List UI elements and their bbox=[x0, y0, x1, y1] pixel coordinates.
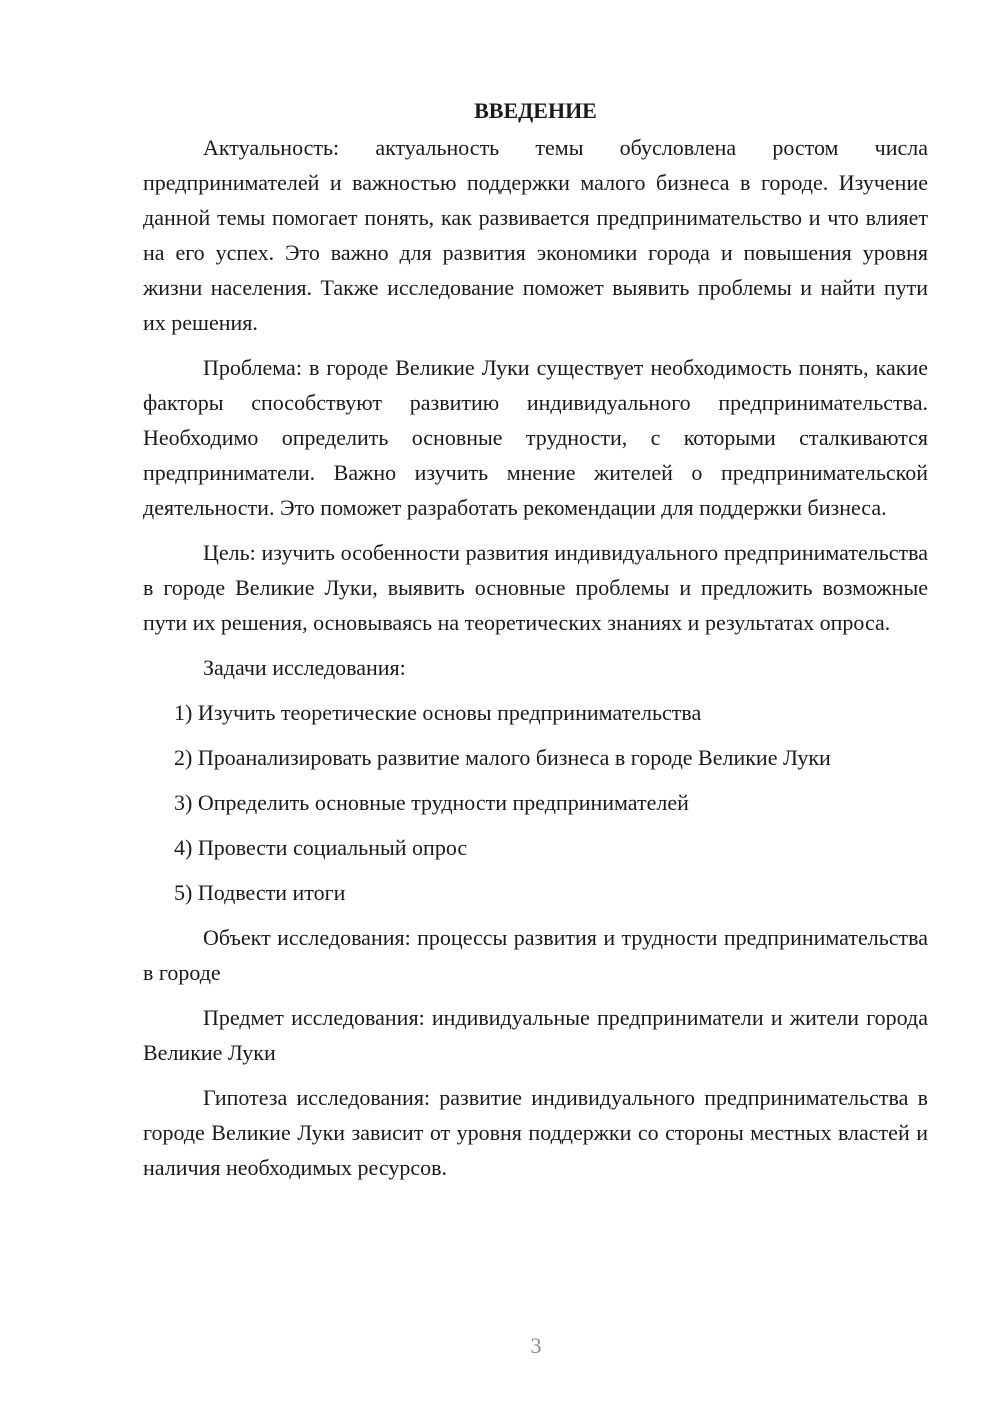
page-content bbox=[143, 93, 928, 1195]
hypothesis-paragraph: Гипотеза исследования: развитие индивидуального предпринимательства в городе Великие Луки зависит от уровня поддержки со стороны местных властей и наличия необходимых ресурсов. bbox=[143, 1085, 928, 1180]
problem-paragraph: Проблема: в городе Великие Луки существует необходимость понять, какие факторы способствуют развитию индивидуального предпринимательства. Необходимо определить основные трудности, с которыми сталкиваются предприниматели. Важно изучить мнение жителей о предпринимательской деятельности. Это поможет разработать рекомендации для поддержки бизнеса. bbox=[143, 355, 928, 520]
object-paragraph: Объект исследования: процессы развития и трудности предпринимательства в городе bbox=[143, 925, 928, 985]
task-item: 3) Определить основные трудности предпринимателей bbox=[174, 790, 689, 815]
task-item: 5) Подвести итоги bbox=[174, 880, 346, 905]
tasks-heading: Задачи исследования: bbox=[203, 655, 406, 680]
goal-paragraph: Цель: изучить особенности развития индивидуального предпринимательства в городе Великие Луки, выявить основные проблемы и предложить возможные пути их решения, основываясь на теоретических знаниях и результатах опроса. bbox=[143, 540, 928, 635]
task-item: 2) Проанализировать развитие малого бизнеса в городе Великие Луки bbox=[174, 745, 831, 770]
page-number: 3 bbox=[530, 1333, 542, 1358]
section-title: ВВЕДЕНИЕ bbox=[474, 98, 597, 123]
relevance-paragraph: Актуальность: актуальность темы обусловлена ростом числа предпринимателей и важностью поддержки малого бизнеса в городе. Изучение данной темы помогает понять, как развивается предпринимательство и что влияет на его успех. Это важно для развития экономики города и повышения уровня жизни населения. Также исследование поможет выявить проблемы и найти пути их решения. bbox=[143, 135, 928, 335]
task-item: 1) Изучить теоретические основы предпринимательства bbox=[174, 700, 702, 725]
task-item: 4) Провести социальный опрос bbox=[174, 835, 468, 860]
subject-paragraph: Предмет исследования: индивидуальные предприниматели и жители города Великие Луки bbox=[143, 1005, 928, 1065]
